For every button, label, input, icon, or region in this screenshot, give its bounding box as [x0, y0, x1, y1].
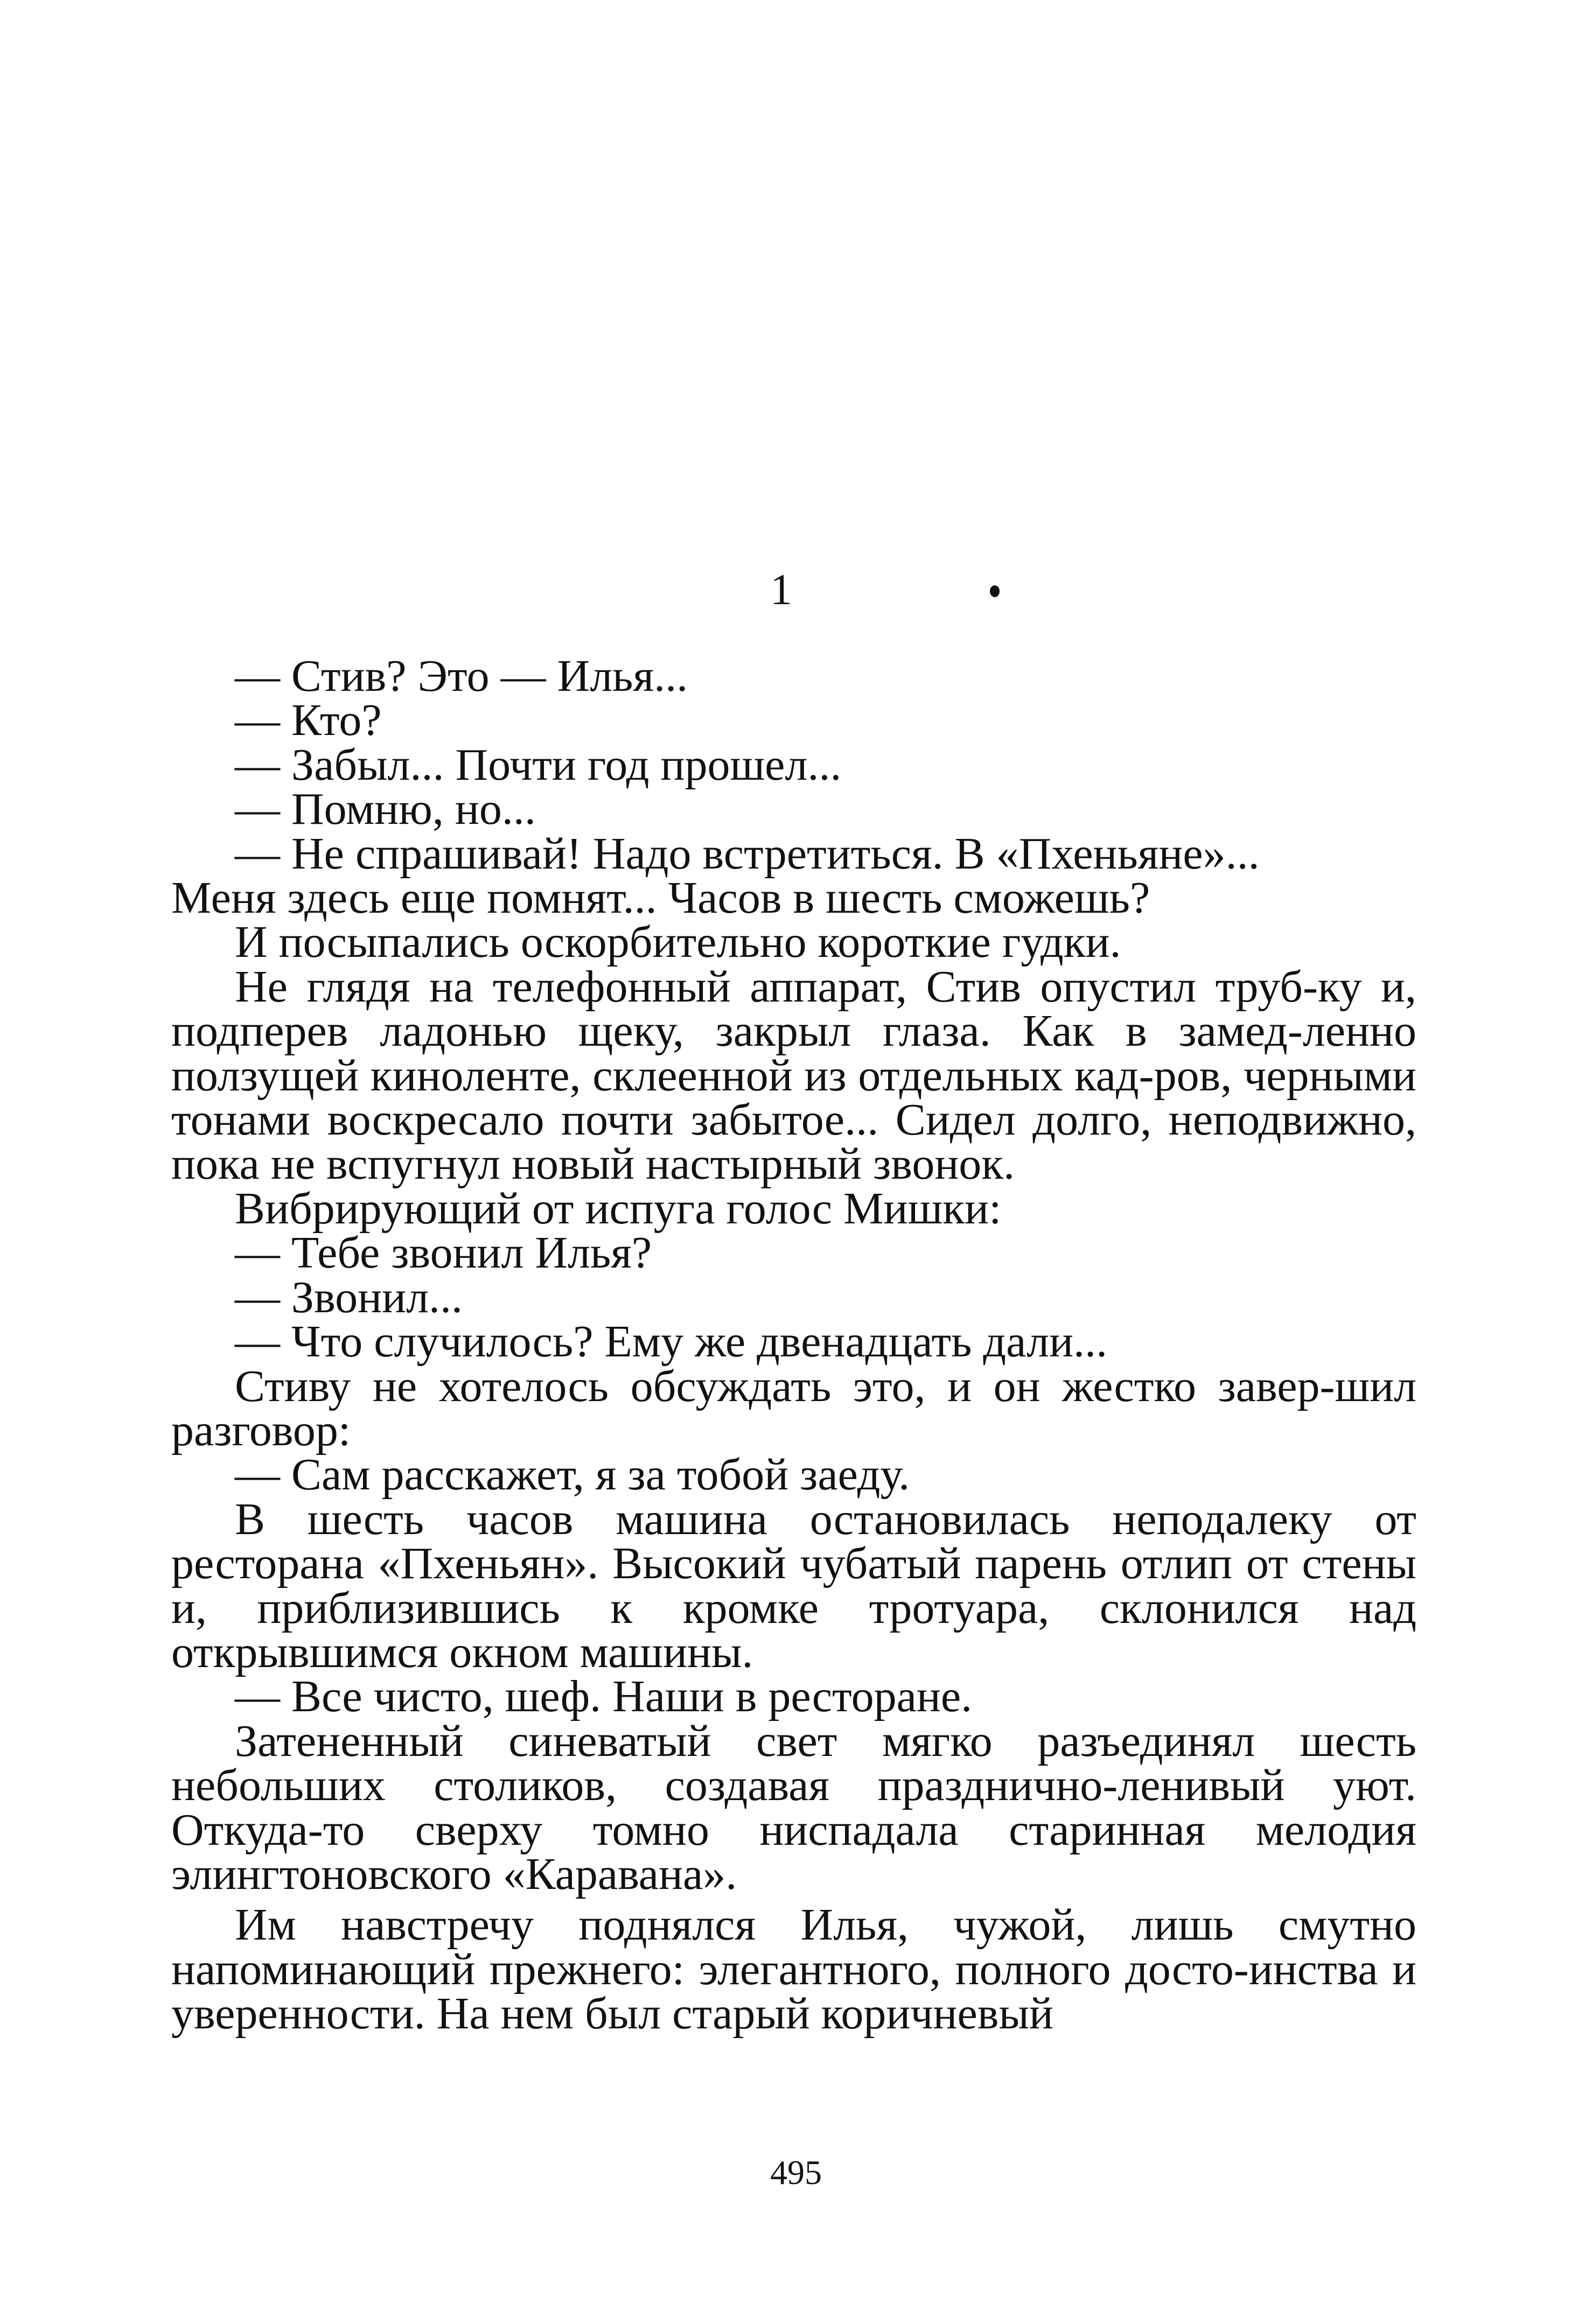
paragraph: Вибрирующий от испуга голос Мишки: — [235, 1183, 1002, 1234]
paragraph: — Забыл... Почти год прошел... — [235, 739, 842, 790]
chapter-number: 1 — [770, 565, 792, 614]
chapter-header — [0, 563, 1592, 617]
paragraph: — Что случилось? Ему же двенадцать дали... — [235, 1317, 1108, 1367]
ornament-dot — [990, 585, 1000, 597]
paragraph: — Помню, но... — [235, 784, 536, 835]
paragraph: В шесть часов машина остановилась неподалеку от ресторана «Пхеньян». Высокий чубатый парень отлип от стены и, приблизившись к кромке тротуара, склонился над открывшимся окном машины. — [171, 1494, 1416, 1677]
paragraph: — Сам расскажет, я за тобой заеду. — [235, 1450, 910, 1500]
page-number: 495 — [770, 2153, 822, 2192]
paragraph: — Все чисто, шеф. Наши в ресторане. — [235, 1671, 973, 1722]
paragraph: Им навстречу поднялся Илья, чужой, лишь смутно напоминающий прежнего: элегантного, полного досто-инства и уверенности. На нем был старый коричневый — [171, 1900, 1416, 2039]
paragraph: — Звонил... — [235, 1272, 463, 1322]
body-text — [171, 651, 1416, 2039]
paragraph: И посыпались оскорбительно короткие гудки. — [235, 917, 1121, 968]
paragraph: Не глядя на телефонный аппарат, Стив опустил труб-ку и, подперев ладонью щеку, закрыл глаза. Как в замед-ленно ползущей киноленте, склеенной из отдельных кад-ров, черными тонами воскресало почти забытое... Сидел долго, неподвижно, пока не вспугнул новый настырный звонок. — [171, 961, 1416, 1189]
paragraph: — Не спрашивай! Надо встретиться. В «Пхеньяне»... — [235, 828, 1260, 879]
paragraph: Затененный синеватый свет мягко разъединял шесть небольших столиков, создавая празднично-ленивый уют. Откуда-то сверху томно ниспадала старинная мелодия элингтоновского «Каравана». — [171, 1716, 1416, 1899]
paragraph: Стиву не хотелось обсуждать это, и он жестко завер-шил разговор: — [171, 1361, 1416, 1455]
paragraph: — Стив? Это — Илья... — [235, 651, 688, 701]
paragraph: — Кто? — [235, 695, 382, 746]
paragraph: Меня здесь еще помнят... Часов в шесть сможешь? — [171, 873, 1150, 923]
paragraph: — Тебе звонил Илья? — [235, 1228, 652, 1278]
